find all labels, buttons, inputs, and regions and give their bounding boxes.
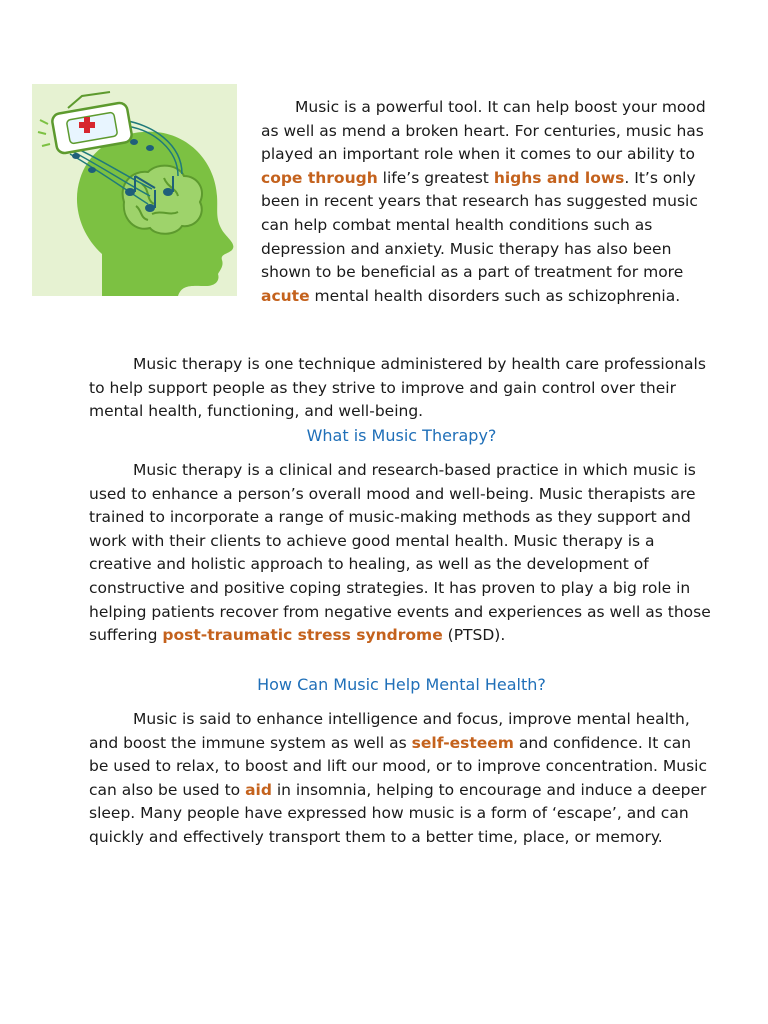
- highlight-cope-through: cope through: [261, 168, 378, 187]
- highlight-acute: acute: [261, 286, 310, 305]
- paragraph-text: and confidence. It can be used to relax, to boost and lift our mood, or to improve concentration. Music can also be used to: [89, 733, 707, 799]
- intro-text: Music is a powerful tool. It can help boost your mood as well as mend a broken heart. For centuries, music has played an important role when it comes to our ability to: [261, 98, 706, 164]
- highlight-highs-and-lows: highs and lows: [493, 168, 625, 187]
- music-therapy-technique-paragraph: Music therapy is one technique administered by health care professionals to help support people as they strive to improve and gain control over their mental health, functioning, and well-being.: [89, 355, 706, 421]
- intro-text: life’s greatest: [377, 168, 494, 187]
- intro-paragraph: [261, 96, 716, 308]
- intro-text: . It’s only been in recent years that research has suggested music can help combat mental health conditions such as depression and anxiety. Music therapy has also been shown to be beneficial as a part of treatment for more: [261, 168, 698, 282]
- highlight-aid: aid: [245, 780, 272, 799]
- heading-how-can-music-help: How Can Music Help Mental Health?: [257, 675, 546, 694]
- music-therapy-definition-paragraph: [89, 459, 714, 648]
- paragraph-text: Music is said to enhance intelligence and focus, improve mental health, and boost the immune system as well as: [89, 710, 690, 752]
- head-silhouette-icon: [32, 84, 237, 296]
- music-benefits-paragraph: [89, 708, 714, 850]
- music-therapy-illustration: [32, 84, 237, 296]
- paragraph-text: Music therapy is a clinical and research-based practice in which music is used to enhance a person’s overall mood and well-being. Music therapists are trained to incorporate a range of music-making methods as they support and work with their clients to achieve good mental health. Music therapy is a creative and holistic approach to healing, as well as the development of constructive and positive coping strategies. It has proven to play a big role in helping patients recover from negative events and experiences as well as those suffering: [89, 461, 711, 645]
- paragraph-text: (PTSD).: [442, 626, 506, 645]
- intro-text: mental health disorders such as schizophrenia.: [309, 286, 681, 305]
- heading-what-is-music-therapy: What is Music Therapy?: [306, 426, 497, 445]
- paragraph-text: in insomnia, helping to encourage and induce a deeper sleep. Many people have expressed how music is a form of ‘escape’, and can quickly and effectively transport them to a better time, place, or memory.: [89, 780, 707, 846]
- highlight-ptsd: post-traumatic stress syndrome: [162, 626, 443, 645]
- highlight-self-esteem: self-esteem: [411, 733, 514, 752]
- brain-icon: [123, 166, 202, 234]
